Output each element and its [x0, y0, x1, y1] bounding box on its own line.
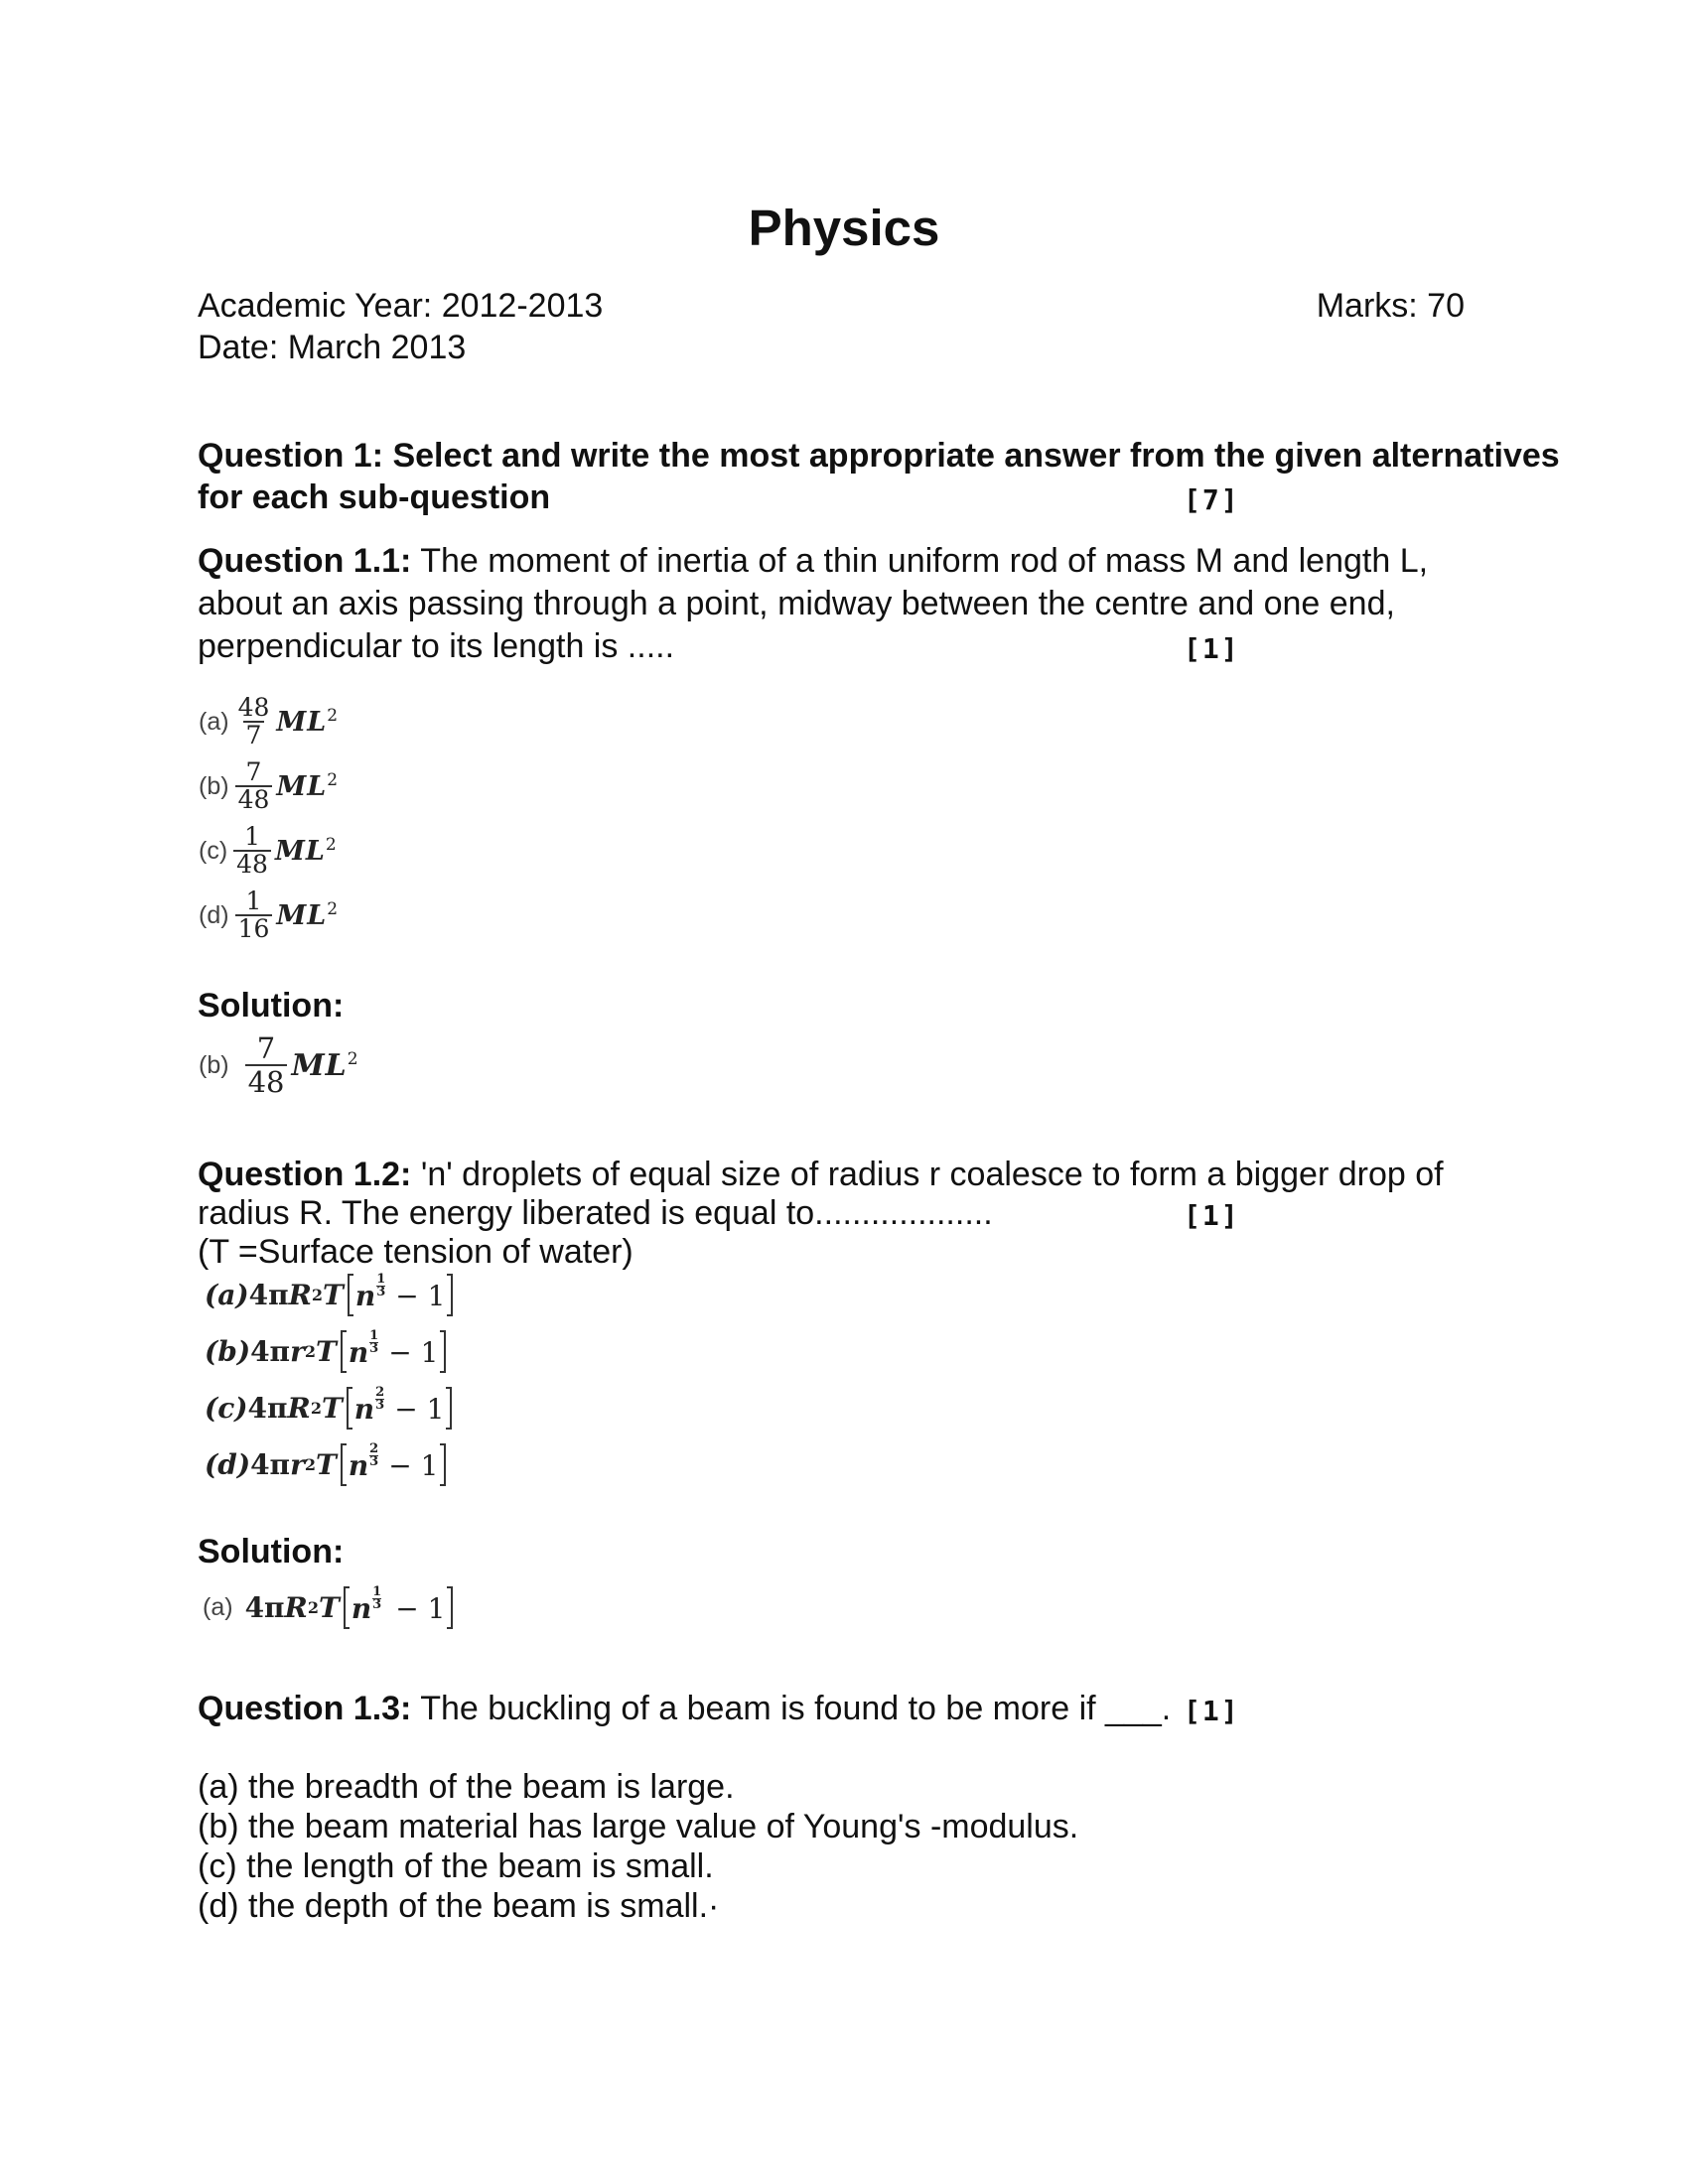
- q1-2-solution: [203, 1586, 453, 1629]
- q1-heading-line1: Question 1: Select and write the most appropriate answer from the given alternatives: [198, 437, 1560, 475]
- exp-denominator: 3: [375, 1398, 385, 1413]
- n-var: n: [353, 1393, 375, 1426]
- four-pi: 4π: [244, 1591, 285, 1624]
- ml-term: ML: [291, 1047, 348, 1083]
- q1-3-line: [198, 1689, 1171, 1728]
- q1-2-option-b: [205, 1330, 446, 1373]
- radius-var: r: [290, 1335, 305, 1368]
- tension-var: T: [321, 1392, 343, 1425]
- exponent: 2: [347, 1048, 359, 1069]
- q1-marks: [7]: [1184, 483, 1240, 516]
- exp-denominator: 3: [369, 1454, 379, 1469]
- minus-one: − 1: [394, 1393, 445, 1426]
- option-label: (b): [205, 1335, 251, 1368]
- minus-one: − 1: [395, 1280, 446, 1312]
- four-pi: 4π: [247, 1392, 288, 1425]
- q1-3-option-d: (d) the depth of the beam is small.·: [198, 1887, 720, 1925]
- q1-1-solution: [199, 1032, 359, 1098]
- exp-denominator: 3: [372, 1597, 382, 1612]
- fraction: [235, 695, 273, 749]
- exp-numerator: 1: [369, 1328, 379, 1343]
- tension-var: T: [315, 1448, 337, 1481]
- fraction-exponent: [375, 1387, 384, 1412]
- option-label: (b): [199, 771, 229, 800]
- option-label: (d): [199, 900, 229, 929]
- numerator: 1: [244, 822, 261, 851]
- option-label: (a): [205, 1279, 249, 1311]
- bracket-term: [341, 1443, 447, 1486]
- minus-one: − 1: [388, 1449, 439, 1482]
- fraction: [245, 1032, 288, 1098]
- option-label: (a): [199, 707, 229, 736]
- exp-denominator: 3: [376, 1285, 386, 1299]
- q1-2-label: Question 1.2:: [198, 1156, 412, 1193]
- q1-3-label: Question 1.3:: [198, 1690, 412, 1727]
- q1-3-option-c: (c) the length of the beam is small.: [198, 1847, 714, 1885]
- exp-numerator: 1: [372, 1584, 382, 1599]
- denominator: 48: [245, 1064, 288, 1098]
- ml-term: ML: [276, 707, 328, 738]
- ml-term: ML: [274, 836, 326, 867]
- exp-numerator: 1: [376, 1272, 386, 1287]
- option-label: (c): [199, 836, 228, 865]
- exponent: 2: [327, 706, 340, 726]
- exponent: 2: [327, 899, 340, 919]
- numerator: 7: [256, 1031, 276, 1065]
- exponent: 2: [311, 1286, 324, 1304]
- q1-1-text-line1: The moment of inertia of a thin uniform rod of mass M and length L,: [411, 542, 1429, 580]
- denominator: 7: [243, 721, 265, 749]
- numerator: 48: [237, 693, 270, 722]
- q1-heading-line2: for each sub-question: [198, 478, 551, 516]
- ml-squared: [276, 899, 339, 931]
- n-var: n: [348, 1449, 369, 1482]
- q1-1-label: Question 1.1:: [198, 542, 412, 580]
- tension-var: T: [323, 1279, 344, 1311]
- minus-one: − 1: [388, 1336, 439, 1369]
- exp-numerator: 2: [369, 1441, 379, 1456]
- exp-numerator: 2: [375, 1385, 385, 1400]
- tension-var: T: [315, 1335, 337, 1368]
- fraction: [235, 759, 273, 813]
- exponent: 2: [304, 1455, 316, 1474]
- q1-2-solution-heading: Solution:: [198, 1533, 345, 1570]
- fraction-exponent: [376, 1274, 385, 1298]
- ml-squared: [291, 1048, 358, 1083]
- option-label: (d): [205, 1448, 251, 1481]
- n-var: n: [348, 1336, 369, 1369]
- q1-2-option-a: [205, 1274, 453, 1316]
- q1-2-marks: [1]: [1184, 1199, 1240, 1232]
- q1-3-marks: [1]: [1184, 1695, 1240, 1727]
- q1-1-option-d: [199, 888, 339, 942]
- n-var: n: [351, 1592, 372, 1625]
- q1-1-line3: perpendicular to its length is .....: [198, 627, 675, 665]
- q1-3-option-b: (b) the beam material has large value of Young's -modulus.: [198, 1808, 1079, 1845]
- fraction: [233, 824, 271, 878]
- tension-var: T: [318, 1591, 340, 1624]
- q1-1-solution-heading: Solution:: [198, 987, 345, 1024]
- q1-2-line3: (T =Surface tension of water): [198, 1233, 633, 1271]
- q1-1-option-c: [199, 824, 338, 878]
- ml-squared: [276, 770, 339, 802]
- radius-var: r: [290, 1448, 305, 1481]
- bracket-term: [344, 1586, 454, 1629]
- page-title: Physics: [748, 200, 940, 256]
- four-pi: 4π: [248, 1279, 289, 1311]
- exponent: 2: [304, 1342, 316, 1361]
- denominator: 48: [235, 785, 273, 813]
- ml-squared: [276, 706, 339, 738]
- n-var: n: [354, 1280, 376, 1312]
- q1-2-line1: [198, 1155, 1444, 1194]
- four-pi: 4π: [250, 1335, 291, 1368]
- bracket-term: [341, 1330, 447, 1373]
- denominator: 48: [233, 850, 271, 878]
- four-pi: 4π: [250, 1448, 291, 1481]
- numerator: 7: [245, 757, 262, 786]
- ml-term: ML: [276, 900, 328, 931]
- fraction-exponent: [369, 1443, 378, 1468]
- q1-1-option-b: [199, 759, 339, 813]
- ml-squared: [275, 835, 338, 867]
- fraction-exponent: [372, 1586, 381, 1611]
- q1-3-text: The buckling of a beam is found to be more if ___.: [411, 1690, 1172, 1727]
- q1-2-option-d: [205, 1443, 446, 1486]
- exponent: 2: [325, 835, 338, 855]
- exponent: 2: [327, 770, 340, 790]
- bracket-term: [348, 1274, 454, 1316]
- exam-date: Date: March 2013: [198, 329, 467, 366]
- q1-2-line2: radius R. The energy liberated is equal to...................: [198, 1194, 993, 1232]
- q1-3-option-a: (a) the breadth of the beam is large.: [198, 1768, 735, 1806]
- exponent: 2: [307, 1598, 319, 1617]
- fraction-exponent: [369, 1330, 378, 1355]
- minus-one: − 1: [395, 1592, 446, 1625]
- denominator: 16: [235, 914, 273, 942]
- q1-1-option-a: [199, 695, 339, 749]
- radius-var: R: [287, 1392, 311, 1425]
- academic-year: Academic Year: 2012-2013: [198, 287, 604, 325]
- q1-2-option-c: [205, 1387, 452, 1430]
- radius-var: R: [284, 1591, 308, 1624]
- option-label: (c): [205, 1392, 248, 1425]
- q1-2-text-line1: 'n' droplets of equal size of radius r coalesce to form a bigger drop of: [411, 1156, 1444, 1193]
- total-marks: Marks: 70: [1316, 287, 1465, 325]
- q1-1-marks: [1]: [1184, 632, 1240, 665]
- q1-1-line2: about an axis passing through a point, midway between the centre and one end,: [198, 585, 1395, 622]
- exp-denominator: 3: [369, 1341, 379, 1356]
- option-label: (b): [199, 1050, 229, 1079]
- numerator: 1: [245, 887, 262, 915]
- option-label: (a): [203, 1593, 233, 1621]
- radius-var: R: [288, 1279, 312, 1311]
- q1-1-line1: [198, 541, 1428, 581]
- fraction: [235, 888, 273, 942]
- bracket-term: [347, 1387, 453, 1430]
- ml-term: ML: [276, 771, 328, 802]
- exponent: 2: [310, 1399, 322, 1418]
